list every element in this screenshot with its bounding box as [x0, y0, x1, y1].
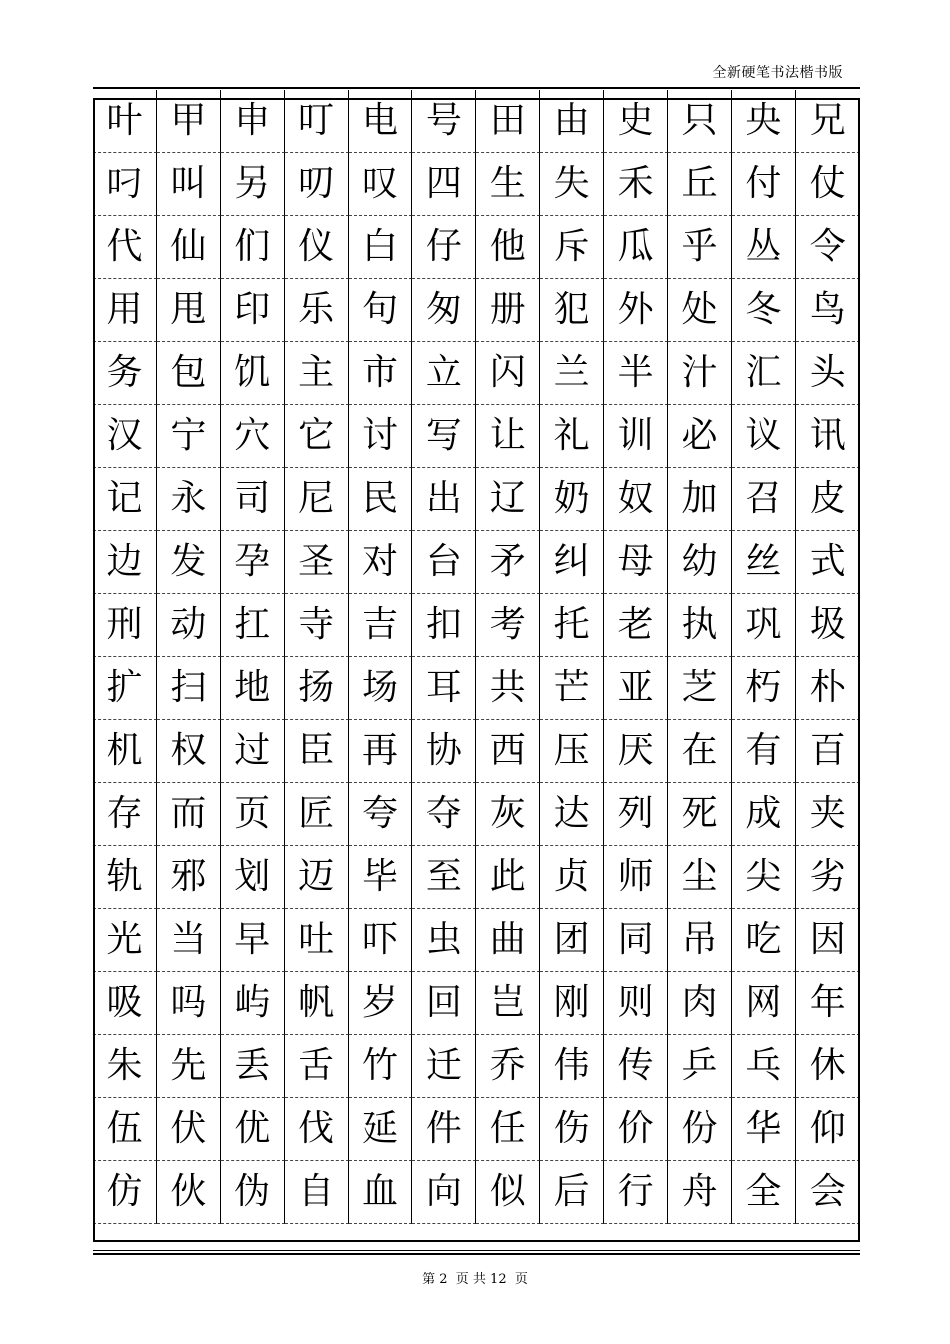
character-cell: 则 [604, 972, 668, 1035]
character-cell: 夹 [796, 783, 860, 846]
character-cell: 令 [796, 216, 860, 279]
character-cell: 乎 [668, 216, 732, 279]
character-cell: 讨 [349, 405, 413, 468]
character-cell: 尘 [668, 846, 732, 909]
character-cell: 共 [476, 657, 540, 720]
character-cell: 对 [349, 531, 413, 594]
character-cell: 朽 [732, 657, 796, 720]
character-cell: 半 [604, 342, 668, 405]
character-cell: 过 [221, 720, 285, 783]
character-cell: 夸 [349, 783, 413, 846]
character-cell: 曲 [476, 909, 540, 972]
character-cell: 地 [221, 657, 285, 720]
character-cell: 付 [732, 153, 796, 216]
character-cell: 册 [476, 279, 540, 342]
footer-rule-thick [93, 1253, 860, 1255]
character-cell: 早 [221, 909, 285, 972]
character-cell: 代 [93, 216, 157, 279]
character-cell: 劣 [796, 846, 860, 909]
character-cell: 史 [604, 90, 668, 153]
character-cell: 价 [604, 1098, 668, 1161]
character-cell: 行 [604, 1161, 668, 1224]
character-cell: 舌 [285, 1035, 349, 1098]
character-cell: 任 [476, 1098, 540, 1161]
character-cell: 岂 [476, 972, 540, 1035]
character-cell: 扛 [221, 594, 285, 657]
character-cell: 岁 [349, 972, 413, 1035]
character-cell: 圾 [796, 594, 860, 657]
character-cell: 师 [604, 846, 668, 909]
character-cell: 匠 [285, 783, 349, 846]
character-cell: 因 [796, 909, 860, 972]
character-cell: 延 [349, 1098, 413, 1161]
character-cell: 号 [412, 90, 476, 153]
character-cell: 休 [796, 1035, 860, 1098]
character-cell: 迈 [285, 846, 349, 909]
character-cell: 耳 [412, 657, 476, 720]
character-cell: 邪 [157, 846, 221, 909]
character-cell: 宁 [157, 405, 221, 468]
character-cell: 乔 [476, 1035, 540, 1098]
character-cell: 动 [157, 594, 221, 657]
character-cell: 此 [476, 846, 540, 909]
character-cell: 发 [157, 531, 221, 594]
character-cell: 仙 [157, 216, 221, 279]
character-cell: 禾 [604, 153, 668, 216]
character-cell: 血 [349, 1161, 413, 1224]
character-cell: 乓 [732, 1035, 796, 1098]
character-cell: 汇 [732, 342, 796, 405]
character-cell: 权 [157, 720, 221, 783]
character-cell: 帆 [285, 972, 349, 1035]
grid-frame-top [93, 98, 860, 100]
character-cell: 匆 [412, 279, 476, 342]
character-cell: 主 [285, 342, 349, 405]
character-cell: 贞 [540, 846, 604, 909]
character-cell: 闪 [476, 342, 540, 405]
character-cell: 伙 [157, 1161, 221, 1224]
character-cell: 自 [285, 1161, 349, 1224]
character-cell: 仿 [93, 1161, 157, 1224]
character-cell: 只 [668, 90, 732, 153]
character-cell: 成 [732, 783, 796, 846]
character-cell: 吊 [668, 909, 732, 972]
character-cell: 犯 [540, 279, 604, 342]
character-cell: 失 [540, 153, 604, 216]
character-cell: 他 [476, 216, 540, 279]
character-cell: 叨 [285, 153, 349, 216]
character-cell: 丝 [732, 531, 796, 594]
document-title: 全新硬笔书法楷书版 [712, 65, 843, 81]
character-cell: 达 [540, 783, 604, 846]
character-cell: 尖 [732, 846, 796, 909]
character-cell: 团 [540, 909, 604, 972]
character-cell: 记 [93, 468, 157, 531]
character-cell: 饥 [221, 342, 285, 405]
character-cell: 臣 [285, 720, 349, 783]
character-cell: 申 [221, 90, 285, 153]
character-cell: 兰 [540, 342, 604, 405]
character-cell: 句 [349, 279, 413, 342]
character-cell: 屿 [221, 972, 285, 1035]
character-cell: 朱 [93, 1035, 157, 1098]
character-cell: 机 [93, 720, 157, 783]
character-cell: 务 [93, 342, 157, 405]
character-cell: 它 [285, 405, 349, 468]
character-cell: 伐 [285, 1098, 349, 1161]
character-cell: 奶 [540, 468, 604, 531]
character-cell: 刑 [93, 594, 157, 657]
character-cell: 舟 [668, 1161, 732, 1224]
character-cell: 尼 [285, 468, 349, 531]
character-cell: 年 [796, 972, 860, 1035]
character-cell: 轨 [93, 846, 157, 909]
character-cell: 汉 [93, 405, 157, 468]
character-cell: 优 [221, 1098, 285, 1161]
character-cell: 伍 [93, 1098, 157, 1161]
character-cell: 伟 [540, 1035, 604, 1098]
grid-frame-right [858, 98, 860, 1242]
character-cell: 扩 [93, 657, 157, 720]
character-cell: 有 [732, 720, 796, 783]
character-cell: 央 [732, 90, 796, 153]
character-cell: 叶 [93, 90, 157, 153]
character-cell: 扫 [157, 657, 221, 720]
character-cell: 在 [668, 720, 732, 783]
character-cell: 们 [221, 216, 285, 279]
character-cell: 司 [221, 468, 285, 531]
character-cell: 处 [668, 279, 732, 342]
character-cell: 鸟 [796, 279, 860, 342]
character-cell: 而 [157, 783, 221, 846]
character-cell: 生 [476, 153, 540, 216]
character-cell: 仰 [796, 1098, 860, 1161]
character-cell: 份 [668, 1098, 732, 1161]
character-cell: 压 [540, 720, 604, 783]
footer-rule-thin [93, 1250, 860, 1251]
character-cell: 斥 [540, 216, 604, 279]
character-cell: 迁 [412, 1035, 476, 1098]
character-cell: 会 [796, 1161, 860, 1224]
character-cell: 乒 [668, 1035, 732, 1098]
character-cell: 毕 [349, 846, 413, 909]
character-cell: 扣 [412, 594, 476, 657]
character-cell: 存 [93, 783, 157, 846]
character-cell: 死 [668, 783, 732, 846]
character-grid [93, 90, 860, 1224]
practice-grid-sheet [93, 90, 860, 1244]
character-cell: 召 [732, 468, 796, 531]
header-rule [93, 87, 860, 89]
character-cell: 丢 [221, 1035, 285, 1098]
character-cell: 芝 [668, 657, 732, 720]
character-cell: 似 [476, 1161, 540, 1224]
character-cell: 包 [157, 342, 221, 405]
character-cell: 当 [157, 909, 221, 972]
character-cell: 讯 [796, 405, 860, 468]
character-cell: 写 [412, 405, 476, 468]
character-cell: 吸 [93, 972, 157, 1035]
character-cell: 芒 [540, 657, 604, 720]
character-cell: 市 [349, 342, 413, 405]
character-cell: 冬 [732, 279, 796, 342]
character-cell: 托 [540, 594, 604, 657]
character-cell: 丛 [732, 216, 796, 279]
character-cell: 圣 [285, 531, 349, 594]
character-cell: 伤 [540, 1098, 604, 1161]
character-cell: 辽 [476, 468, 540, 531]
character-cell: 叼 [93, 153, 157, 216]
character-cell: 同 [604, 909, 668, 972]
character-cell: 甩 [157, 279, 221, 342]
character-cell: 头 [796, 342, 860, 405]
character-cell: 百 [796, 720, 860, 783]
character-cell: 朴 [796, 657, 860, 720]
character-cell: 幼 [668, 531, 732, 594]
character-cell: 兄 [796, 90, 860, 153]
character-cell: 协 [412, 720, 476, 783]
character-cell: 另 [221, 153, 285, 216]
character-cell: 伪 [221, 1161, 285, 1224]
character-cell: 用 [93, 279, 157, 342]
character-cell: 电 [349, 90, 413, 153]
character-cell: 伏 [157, 1098, 221, 1161]
character-cell: 吗 [157, 972, 221, 1035]
character-cell: 厌 [604, 720, 668, 783]
character-cell: 叫 [157, 153, 221, 216]
character-cell: 乐 [285, 279, 349, 342]
character-cell: 民 [349, 468, 413, 531]
character-cell: 立 [412, 342, 476, 405]
character-cell: 执 [668, 594, 732, 657]
page-number: 第 2 页 共 12 页 [422, 1272, 528, 1287]
character-cell: 甲 [157, 90, 221, 153]
character-cell: 矛 [476, 531, 540, 594]
character-cell: 回 [412, 972, 476, 1035]
character-cell: 孕 [221, 531, 285, 594]
character-cell: 列 [604, 783, 668, 846]
character-cell: 夺 [412, 783, 476, 846]
character-cell: 巩 [732, 594, 796, 657]
character-cell: 让 [476, 405, 540, 468]
character-cell: 肉 [668, 972, 732, 1035]
character-cell: 汁 [668, 342, 732, 405]
character-cell: 老 [604, 594, 668, 657]
character-cell: 四 [412, 153, 476, 216]
character-cell: 仗 [796, 153, 860, 216]
character-cell: 至 [412, 846, 476, 909]
character-cell: 扬 [285, 657, 349, 720]
character-cell: 寺 [285, 594, 349, 657]
character-cell: 外 [604, 279, 668, 342]
character-cell: 场 [349, 657, 413, 720]
character-cell: 田 [476, 90, 540, 153]
character-cell: 虫 [412, 909, 476, 972]
character-cell: 边 [93, 531, 157, 594]
character-cell: 吉 [349, 594, 413, 657]
character-cell: 奴 [604, 468, 668, 531]
character-cell: 瓜 [604, 216, 668, 279]
character-cell: 再 [349, 720, 413, 783]
character-cell: 光 [93, 909, 157, 972]
character-cell: 叹 [349, 153, 413, 216]
character-cell: 传 [604, 1035, 668, 1098]
character-cell: 印 [221, 279, 285, 342]
character-cell: 先 [157, 1035, 221, 1098]
character-cell: 纠 [540, 531, 604, 594]
character-cell: 全 [732, 1161, 796, 1224]
character-cell: 穴 [221, 405, 285, 468]
character-cell: 竹 [349, 1035, 413, 1098]
character-cell: 叮 [285, 90, 349, 153]
character-cell: 吓 [349, 909, 413, 972]
character-cell: 由 [540, 90, 604, 153]
character-cell: 灰 [476, 783, 540, 846]
character-cell: 件 [412, 1098, 476, 1161]
character-cell: 仪 [285, 216, 349, 279]
character-cell: 后 [540, 1161, 604, 1224]
character-cell: 西 [476, 720, 540, 783]
character-cell: 仔 [412, 216, 476, 279]
character-cell: 页 [221, 783, 285, 846]
character-cell: 吐 [285, 909, 349, 972]
character-cell: 出 [412, 468, 476, 531]
character-cell: 加 [668, 468, 732, 531]
character-cell: 训 [604, 405, 668, 468]
character-cell: 吃 [732, 909, 796, 972]
character-cell: 礼 [540, 405, 604, 468]
character-cell: 考 [476, 594, 540, 657]
character-cell: 亚 [604, 657, 668, 720]
character-cell: 刚 [540, 972, 604, 1035]
character-cell: 议 [732, 405, 796, 468]
character-cell: 白 [349, 216, 413, 279]
character-cell: 必 [668, 405, 732, 468]
character-cell: 向 [412, 1161, 476, 1224]
character-cell: 华 [732, 1098, 796, 1161]
character-cell: 母 [604, 531, 668, 594]
grid-frame-left [93, 98, 95, 1242]
character-cell: 丘 [668, 153, 732, 216]
character-cell: 网 [732, 972, 796, 1035]
grid-frame-bottom [93, 1240, 860, 1242]
character-cell: 皮 [796, 468, 860, 531]
character-cell: 式 [796, 531, 860, 594]
character-cell: 台 [412, 531, 476, 594]
character-cell: 划 [221, 846, 285, 909]
character-cell: 永 [157, 468, 221, 531]
